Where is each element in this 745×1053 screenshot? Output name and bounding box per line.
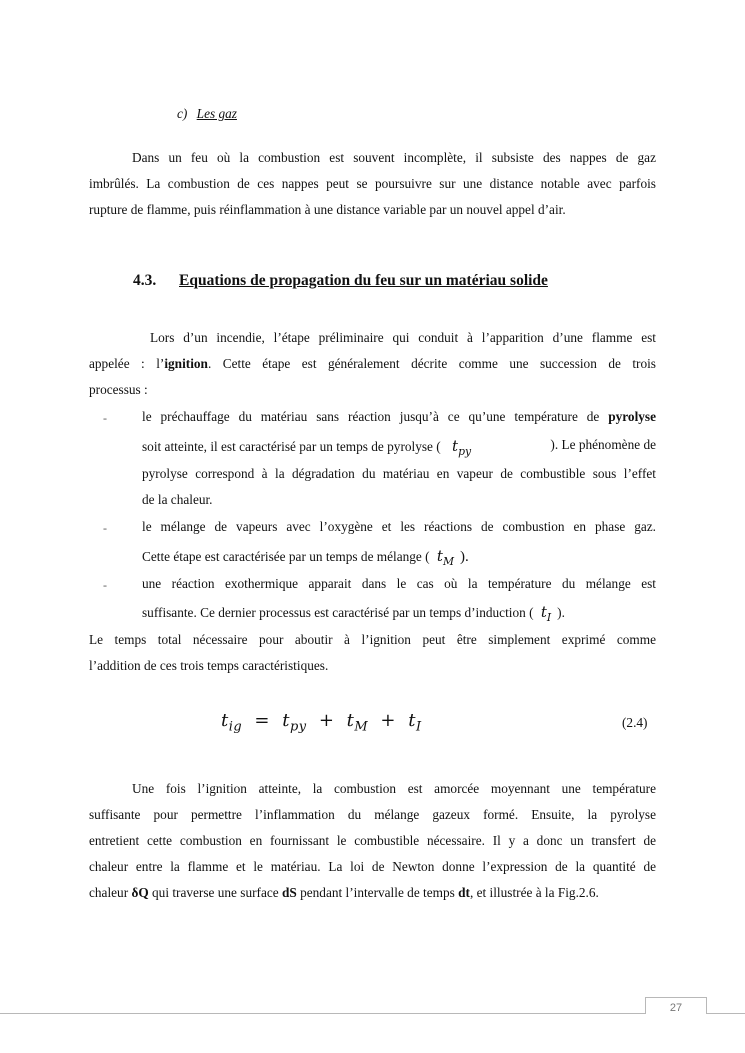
bullet1-line-4: de la chaleur.	[142, 492, 213, 507]
para2-line-1: Lors d’un incendie, l’étape préliminaire qui conduit à l’apparition d’une flamme est	[150, 330, 656, 345]
subsection-marker: c)	[177, 106, 188, 121]
bullet-dash: -	[103, 411, 107, 425]
pyrolyse-term: pyrolyse	[608, 409, 656, 424]
ignition-term: ignition	[164, 356, 208, 371]
ds-term: dS	[281, 885, 297, 900]
subsection-title: Les gaz	[196, 106, 237, 121]
section-number: 4.3.	[133, 272, 157, 289]
para1-line-2: imbrûlés. La combustion de ces nappes peut se poursuivre sur une distance notable avec parfois	[89, 176, 656, 191]
para4-line-3: entretient cette combustion en fournissant le combustible nécessaire. Il y a donc un transfert de	[89, 833, 656, 848]
para3-line-2: l’addition de ces trois temps caractéristiques.	[89, 658, 329, 673]
equation-number: (2.4)	[622, 715, 648, 730]
para2-line-3: processus :	[89, 382, 148, 397]
bullet-dash: -	[103, 578, 107, 592]
para3-line-1: Le temps total nécessaire pour aboutir à l’ignition peut être simplement exprimé comme	[89, 632, 656, 647]
para4-line-4: chaleur entre la flamme et le matériau. La loi de Newton donne l’expression de la quantité de	[89, 859, 656, 874]
para4-line-2: suffisante pour permettre l’inflammation du mélange gazeux formé. Ensuite, la pyrolyse	[89, 807, 656, 822]
footer-rule	[0, 1013, 745, 1014]
section-title: Equations de propagation du feu sur un matériau solide	[179, 272, 548, 289]
delta-q-term: δQ	[131, 885, 149, 900]
bullet2-line-2: Cette étape est caractérisée par un temps de mélange ( $t_M$ ).	[142, 547, 469, 568]
bullet1-line-1: le préchauffage du matériau sans réaction jusqu’à ce qu’une température de pyrolyse	[142, 409, 656, 424]
subsection-heading	[177, 106, 237, 122]
equation-2-4: $t_{ig} = t_{py} + t_M + t_I$	[221, 710, 422, 735]
bullet3-line-1: une réaction exothermique apparait dans le cas où la température du mélange est	[142, 576, 656, 591]
bullet2-line-1: le mélange de vapeurs avec l’oxygène et les réactions de combustion en phase gaz.	[142, 519, 656, 534]
para4-line-5: chaleur δQ qui traverse une surface dS pendant l’intervalle de temps dt, et illustrée à la Fig.2.6.	[89, 885, 599, 900]
dt-term: dt	[458, 885, 470, 900]
para2-line-2: appelée : l’ignition. Cette étape est généralement décrite comme une succession de trois	[89, 356, 656, 371]
page-number: 27	[645, 997, 707, 1014]
math-t-m: $t_M$	[436, 547, 455, 568]
bullet1-line-3: pyrolyse correspond à la dégradation du matériau en vapeur de combustible sous l’effet	[142, 466, 656, 481]
bullet3-line-2: suffisante. Ce dernier processus est caractérisé par un temps d’induction ( $t_I$ ).	[142, 603, 565, 624]
math-t-i: $t_I$	[540, 603, 552, 624]
bullet1-line-2: soit atteinte, il est caractérisé par un temps de pyrolyse ( $t_{py}$ ). Le phénomène de	[142, 437, 656, 458]
para1-line-1: Dans un feu où la combustion est souvent incomplète, il subsiste des nappes de gaz	[132, 150, 656, 165]
para1-line-3: rupture de flamme, puis réinflammation à une distance variable par un nouvel appel d’air.	[89, 202, 566, 217]
bullet-dash: -	[103, 521, 107, 535]
math-t-py: $t_{py}$	[452, 437, 472, 458]
para4-line-1: Une fois l’ignition atteinte, la combustion est amorcée moyennant une température	[132, 781, 656, 796]
